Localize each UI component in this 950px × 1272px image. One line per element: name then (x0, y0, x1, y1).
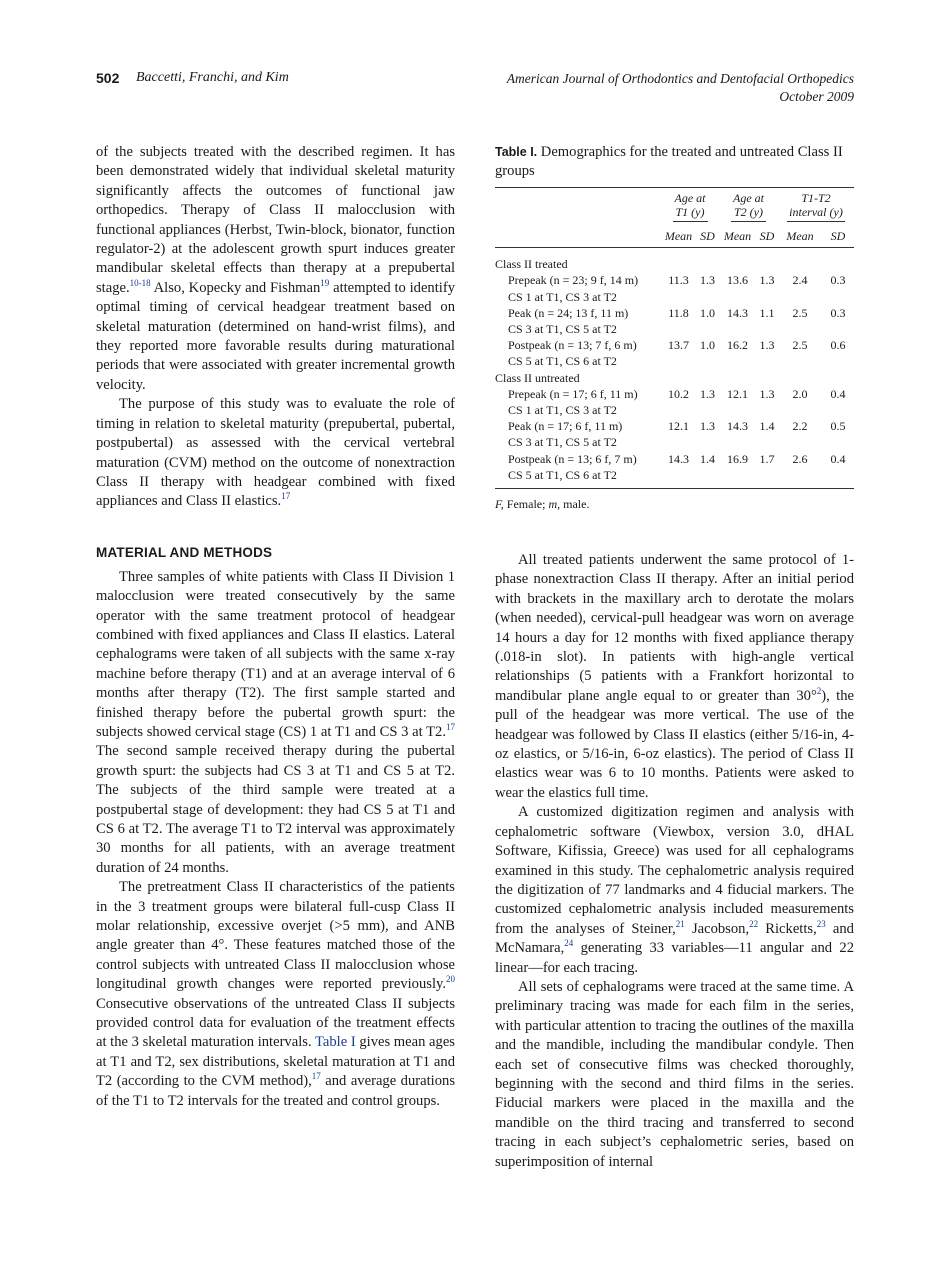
column-group-header: Age at T2 (y) (719, 188, 778, 223)
table-link[interactable]: Table I (314, 1034, 356, 1051)
table-cell: 16.9 (727, 451, 748, 466)
text: Jacobson, (684, 920, 750, 937)
table-cell: 1.3 (700, 386, 715, 401)
reference-link[interactable]: 17 (281, 491, 291, 502)
text: gives mean ages at T1 and T2, sex distributions, skeletal maturation at T1 and T2 (according to the CVM method), (96, 1034, 455, 1090)
text: ), the pull of the headgear was more vertical. The use of the headgear was followed by Class II elastics (either 5/16-in, 4-oz elastics, or 5/16-in, 6-oz elastics). The period of Class II elastics wear was 6 to 10 months. Patients were asked to wear the elastics full time. (495, 687, 854, 801)
table-body (495, 256, 854, 483)
reference-link[interactable]: 22 (749, 918, 759, 929)
journal-info (507, 70, 854, 106)
table-group-row (495, 370, 854, 386)
reference-link[interactable]: 17 (311, 1071, 321, 1082)
row-label (495, 386, 661, 418)
row-label-sub: CS 5 at T1, CS 6 at T2 (508, 354, 617, 369)
table-cell: 12.1 (668, 419, 689, 434)
text: The second sample received therapy during the pubertal growth spurt: the subjects had CS 3 at T1 and CS 5 at T2. The subjects of the third sample were treated at a postpubertal stage of development: they had CS 5 at T1 and CS 6 at T2. The average T1 to T2 interval was approximately 30 months for all patients, with an average treatment duration of 24 months. (96, 743, 455, 876)
row-label-sub: CS 3 at T1, CS 5 at T2 (508, 322, 617, 337)
row-label-main: Prepeak (n = 23; 9 f, 14 m) (508, 273, 639, 288)
text: and McNamara, (495, 920, 854, 957)
text: Consecutive observations of the untreated Class II subjects provided control data for evaluation of the treatment effects at the 3 skeletal maturation intervals. (96, 995, 455, 1051)
table-cell: 13.6 (727, 273, 748, 288)
paragraph (96, 878, 455, 1111)
page-number: 502 (96, 70, 120, 86)
table-cell: 1.3 (700, 419, 715, 434)
row-label (495, 305, 661, 337)
reference-link[interactable]: 20 (446, 974, 455, 985)
column-header: SD (830, 229, 846, 243)
table-cell: 1.3 (700, 273, 715, 288)
table-cell: 0.5 (830, 419, 846, 434)
table-cell: 0.3 (830, 305, 846, 320)
table-cell: 1.0 (700, 305, 715, 320)
row-label-main: Postpeak (n = 13; 7 f, 6 m) (508, 338, 637, 353)
row-label (495, 272, 661, 304)
right-column (495, 551, 854, 1172)
table-cell: 14.3 (668, 451, 689, 466)
text: The pretreatment Class II characteristics of the patients in the 3 treatment groups were bilateral full-cusp Class II molar relationship, excessive overjet (>5 mm), and ANB angle greater than 4°. These features matched those of the control subjects with untreated Class II malocclusion whose longitudinal growth changes were reported previously. (96, 879, 455, 993)
paragraph (495, 551, 854, 803)
table-cell: 10.2 (668, 386, 689, 401)
table-cell: 14.3 (727, 305, 748, 320)
table-cell: 1.3 (759, 386, 775, 401)
table-header-row (495, 188, 854, 223)
table-cell: 1.1 (759, 305, 775, 320)
table-cell: 1.7 (759, 451, 775, 466)
reference-link[interactable]: 10-18 (129, 277, 151, 288)
row-label (495, 418, 661, 450)
text: and average durations of the T1 to T2 intervals for the treated and control groups. (96, 1073, 455, 1109)
table-cell: 1.3 (759, 273, 775, 288)
reference-link[interactable]: 21 (675, 918, 685, 929)
table-cell: 2.6 (792, 451, 808, 466)
table-row (495, 451, 854, 483)
paragraph (96, 143, 455, 395)
paragraph (96, 568, 455, 879)
row-label-sub: CS 3 at T1, CS 5 at T2 (508, 435, 617, 450)
table-cell: 14.3 (727, 419, 748, 434)
caption-text: Demographics for the treated and untreated Class II groups (495, 144, 843, 179)
paragraph (96, 395, 455, 511)
table-row (495, 337, 854, 369)
row-label-main: Peak (n = 17; 6 f, 11 m) (508, 419, 623, 434)
column-header: Mean (664, 229, 693, 243)
table-cell: 2.0 (792, 386, 808, 401)
table-footnote: F, Female; m, male. (495, 497, 590, 512)
text: Also, Kopecky and Fishman (150, 279, 321, 296)
table-cell: 2.4 (792, 273, 808, 288)
table-row (495, 418, 854, 450)
text: generating 33 variables—11 angular and 22 linear—for each tracing. (495, 940, 854, 976)
row-label-sub: CS 1 at T1, CS 3 at T2 (508, 289, 617, 304)
table-cell: 0.3 (830, 273, 846, 288)
table-cell: 2.2 (792, 419, 808, 434)
reference-link[interactable]: 23 (816, 918, 826, 929)
column-header: SD (759, 229, 775, 243)
table-label: Table I. (495, 145, 538, 159)
table-cell: 2.5 (792, 338, 808, 353)
table-cell: 1.4 (759, 419, 775, 434)
table-cell: 16.2 (727, 338, 748, 353)
table-cell: 11.8 (668, 305, 689, 320)
table-cell: 11.3 (668, 273, 689, 288)
column-header: Mean (723, 229, 752, 243)
table-cell: 0.6 (830, 338, 846, 353)
demographics-table (495, 187, 854, 489)
row-label-main: Postpeak (n = 13; 6 f, 7 m) (508, 451, 637, 466)
row-label (495, 337, 661, 369)
group-label: Class II treated (495, 257, 568, 272)
table-cell: 1.4 (700, 451, 715, 466)
section-heading: MATERIAL AND METHODS (96, 544, 273, 560)
row-label-main: Peak (n = 24; 13 f, 11 m) (508, 305, 629, 320)
table-cell: 12.1 (727, 386, 748, 401)
table-cell: 1.3 (759, 338, 775, 353)
text: All treated patients underwent the same protocol of 1-phase nonextraction Class II therapy. After an initial period with brackets in the maxillary arch to derotate the molars (when needed), cervical-pull headgear was worn on average 14 hours a day for 12 months with fixed appliance therapy (.018-in slot). In patients with high-angle vertical relationships (5 patients with a Frankfort horizontal to mandibular plane angle equal to or greater than 30° (495, 552, 854, 704)
reference-link[interactable]: 17 (446, 722, 455, 733)
row-label-main: Prepeak (n = 17; 6 f, 11 m) (508, 386, 638, 401)
row-label-sub: CS 5 at T1, CS 6 at T2 (508, 467, 617, 482)
text: The purpose of this study was to evaluate the role of timing in relation to skeletal maturity (prepubertal, pubertal, postpubertal) as assessed with the cervical vertebral maturation (CVM) method on the outcome of nonextraction Class II therapy with headgear combined with fixed appliances and Class II elastics. (96, 396, 455, 510)
group-label: Class II untreated (495, 370, 580, 385)
row-label-sub: CS 1 at T1, CS 3 at T2 (508, 403, 617, 418)
table-row (495, 305, 854, 337)
text: Ricketts, (758, 920, 817, 937)
table-cell: 0.4 (830, 451, 846, 466)
table-caption (495, 143, 854, 181)
table-subheader-row (495, 222, 854, 248)
left-column (96, 143, 455, 1111)
reference-link[interactable]: 2 (816, 685, 822, 696)
paragraph (495, 978, 854, 1172)
running-authors: Baccetti, Franchi, and Kim (136, 70, 289, 85)
text: Three samples of white patients with Class II Division 1 malocclusion were treated consecutively by the same operator with the same treatment protocol of headgear combined with fixed appliances and Class II elastics. Lateral cephalograms were taken of all subjects with the same x-ray machine before therapy (T1) and at an average interval of 6 months after therapy (T2). The first sample started and finished therapy before the pubertal growth spurt: the subjects showed cervical stage (CS) 1 at T1 and CS 3 at T2. (96, 568, 455, 740)
table-block (495, 143, 854, 512)
text: A customized digitization regimen and analysis with cephalometric software (Viewbox, version 3.0, dHAL Software, Kifissia, Greece) was used for all cephalograms examined in this study. The cephalometric analysis required the digitization of 77 landmarks and 4 fiducial markers. The customized cephalometric analysis included measurements from the analyses of Steiner, (495, 804, 854, 937)
column-header: Mean (786, 229, 814, 243)
table-cell: 0.4 (830, 386, 846, 401)
table-cell: 2.5 (792, 305, 808, 320)
reference-link[interactable]: 24 (564, 938, 574, 949)
table-cell: 1.0 (700, 338, 715, 353)
table-group-row (495, 256, 854, 272)
paragraph (495, 803, 854, 978)
column-header: SD (700, 229, 715, 243)
journal-name: American Journal of Orthodontics and Dentofacial Orthopedics (506, 71, 854, 86)
table-row (495, 386, 854, 418)
reference-link[interactable]: 19 (320, 277, 330, 288)
issue-date: October 2009 (779, 89, 854, 104)
text: of the subjects treated with the described regimen. It has been demonstrated widely that individual skeletal maturity significantly affects the outcomes of functional jaw orthopedics. Therapy of Class II malocclusion with functional appliances (Herbst, Twin-block, bionator, function regulator-2) at the adolescent growth spurt induces greater mandibular skeletal effects than therapy at a prepubertal stage. (96, 144, 455, 296)
column-group-header: Age at T1 (y) (661, 188, 719, 223)
table-cell: 13.7 (668, 338, 689, 353)
row-label (495, 451, 661, 483)
table-row (495, 272, 854, 304)
running-header (96, 70, 854, 110)
text: attempted to identify optimal timing of cervical headgear treatment based on skeletal maturation (determined on hand-wrist films), and they reported more favorable results during maturational periods that were associated with greater incremental growth velocity. (96, 279, 455, 393)
column-group-header: T1-T2 interval (y) (778, 188, 854, 223)
text: All sets of cephalograms were traced at the same time. A preliminary tracing was made for each film in the series, with particular attention to tracing the outlines of the maxilla and the mandible, including the mandibular condyle. Then each set of consecutive films was checked thoroughly, beginning with the second and third films in the series. Fiducial markers were placed in the maxilla and the mandible on the third tracing and transferred to second tracing in each subject’s cephalometric series, based on superimposition of internal (495, 978, 854, 1170)
